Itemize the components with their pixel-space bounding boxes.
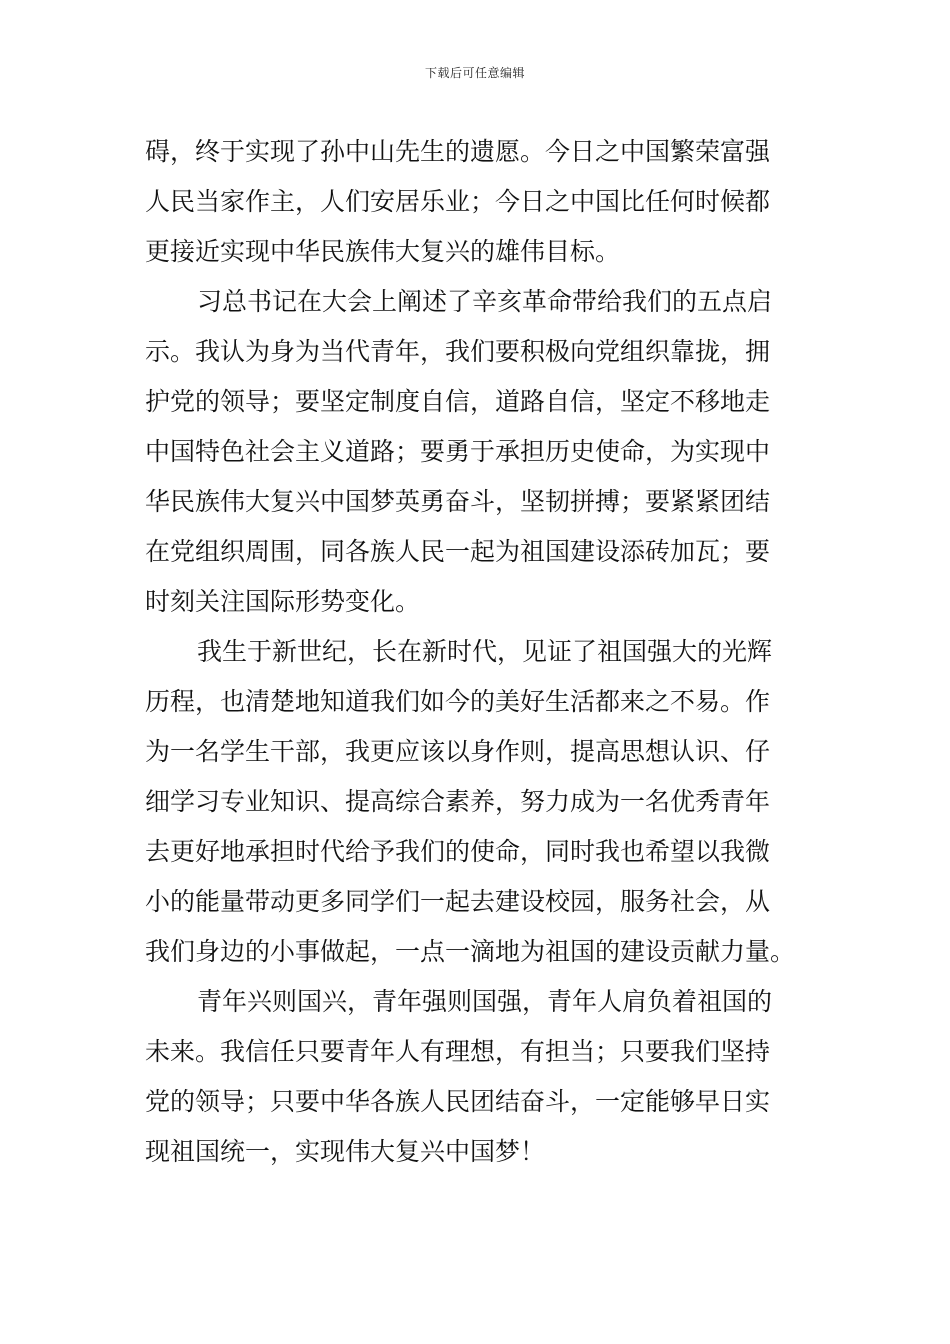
paragraph-line: 历程，也清楚地知道我们如今的美好生活都来之不易。作: [145, 687, 771, 716]
paragraph-2: [145, 277, 807, 627]
paragraph-line: 小的能量带动更多同学们一起去建设校园，服务社会，从: [145, 887, 771, 916]
paragraph-line: 更接近实现中华民族伟大复兴的雄伟目标。: [145, 237, 621, 266]
paragraph-1: [145, 127, 807, 277]
paragraph-line: 碍，终于实现了孙中山先生的遗愿。今日之中国繁荣富强: [145, 137, 771, 166]
paragraph-line: 在党组织周围，同各族人民一起为祖国建设添砖加瓦；要: [145, 537, 771, 566]
paragraph-line: 时刻关注国际形势变化。: [145, 587, 421, 616]
paragraph-line: 党的领导；只要中华各族人民团结奋斗，一定能够早日实: [145, 1087, 771, 1116]
paragraph-line: 我生于新世纪，长在新时代，见证了祖国强大的光辉: [197, 637, 773, 666]
paragraph-line: 现祖国统一，实现伟大复兴中国梦！: [145, 1137, 546, 1166]
paragraph-line: 习总书记在大会上阐述了辛亥革命带给我们的五点启: [197, 287, 773, 316]
paragraph-line: 为一名学生干部，我更应该以身作则，提高思想认识、仔: [145, 737, 771, 766]
paragraph-line: 青年兴则国兴，青年强则国强，青年人肩负着祖国的: [197, 987, 773, 1016]
paragraph-line: 去更好地承担时代给予我们的使命，同时我也希望以我微: [145, 837, 771, 866]
document-body: [145, 127, 807, 1177]
paragraph-line: 我们身边的小事做起，一点一滴地为祖国的建设贡献力量。: [145, 937, 796, 966]
paragraph-line: 护党的领导；要坚定制度自信，道路自信，坚定不移地走: [145, 387, 771, 416]
paragraph-line: 人民当家作主，人们安居乐业；今日之中国比任何时候都: [145, 187, 771, 216]
paragraph-line: 示。我认为身为当代青年，我们要积极向党组织靠拢，拥: [145, 337, 771, 366]
paragraph-line: 细学习专业知识、提高综合素养，努力成为一名优秀青年: [145, 787, 771, 816]
paragraph-line: 华民族伟大复兴中国梦英勇奋斗，坚韧拼搏；要紧紧团结: [145, 487, 771, 516]
paragraph-line: 未来。我信任只要青年人有理想，有担当；只要我们坚持: [145, 1037, 771, 1066]
paragraph-line: 中国特色社会主义道路；要勇于承担历史使命，为实现中: [145, 437, 771, 466]
paragraph-4: [145, 977, 807, 1177]
paragraph-3: [145, 627, 807, 977]
page-header: 下载后可任意编辑: [424, 66, 525, 80]
